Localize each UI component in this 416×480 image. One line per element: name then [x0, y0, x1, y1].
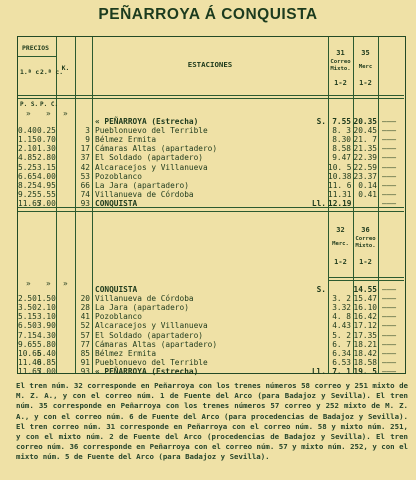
train-time-1: 7.55: [332, 117, 351, 126]
train-time-2: 14.55: [353, 285, 377, 294]
train-time-1: 3.32: [332, 303, 351, 313]
price-second-class: 0.70: [37, 135, 56, 145]
train-32-number: 32: [336, 226, 345, 234]
train-time-2: 0.41: [358, 189, 377, 199]
station-name: La Jara (apartadero): [95, 303, 189, 313]
station-name: Alcaracejos y Villanueva: [95, 162, 208, 172]
station-name: « PEÑARROYA (Estrecha): [95, 117, 199, 126]
price-first-class: 2.50: [18, 294, 37, 304]
price-second-class: 3.15: [37, 162, 56, 172]
station-name: Pozoblanco: [95, 312, 142, 322]
train-35-number: 35: [361, 49, 370, 57]
ditto-mark: »: [26, 109, 31, 118]
price-first-class: 9.65: [18, 339, 37, 349]
empty-cell-dash: ———: [382, 171, 397, 181]
km-value: 52: [80, 321, 90, 331]
train-31-type: Correo Mixto.: [330, 59, 351, 72]
ditto-mark: »: [63, 109, 68, 118]
precios-header: PRECIOS: [22, 44, 49, 52]
train-time-2: 21.35: [353, 144, 377, 154]
station-code: Ll.: [311, 198, 326, 208]
price-first-class: 6.65: [18, 171, 37, 181]
col-divider: [56, 37, 57, 373]
train-time-2: 22.39: [353, 153, 377, 163]
train-time-2: 15.47: [353, 294, 377, 304]
train-time-1: 6.53: [332, 357, 351, 367]
empty-cell-dash: ———: [382, 198, 397, 208]
train-time-2: 18.21: [353, 339, 377, 349]
train-35-type: Merc: [358, 64, 373, 70]
price-first-class: 11.65: [18, 366, 42, 376]
empty-cell-dash: ———: [382, 330, 397, 340]
train-31-class: 1-2: [334, 79, 347, 87]
station-code: S.: [316, 117, 326, 126]
clase2-header: 2.ª c.: [40, 68, 64, 76]
train-time-2: 20.45: [353, 126, 377, 136]
estaciones-header: ESTACIONES: [187, 60, 233, 69]
station-name: Villanueva de Córdoba: [95, 189, 194, 199]
empty-cell-dash: ———: [382, 357, 397, 367]
station-name: CONQUISTA: [95, 285, 138, 294]
price-first-class: 11.65: [18, 198, 42, 208]
km-value: 91: [80, 357, 90, 367]
empty-cell-dash: ———: [382, 303, 397, 313]
price-first-class: 6.50: [18, 321, 37, 331]
station-name: Bélmez Ermita: [95, 135, 157, 145]
train-time-1: 7. 1: [332, 366, 351, 376]
km-value: 3: [85, 126, 90, 136]
price-second-class: 6.85: [37, 357, 56, 367]
train-35-class: 1-2: [359, 79, 372, 87]
train-time-1: 11. 6: [328, 180, 352, 190]
km-value: 53: [80, 171, 90, 181]
train-time-1: 5. 2: [332, 330, 351, 340]
train-time-1: 6. 7: [332, 339, 351, 349]
km-value: 57: [80, 330, 90, 340]
station-name: Alcaracejos y Villanueva: [95, 321, 208, 331]
km-value: 93: [80, 366, 90, 376]
train-time-1: 8.58: [332, 144, 351, 154]
station-name: El Soldado (apartadero): [95, 153, 203, 163]
price-second-class: 6.40: [37, 348, 56, 358]
train-time-2: 0.14: [358, 180, 377, 190]
price-second-class: 1.50: [37, 294, 56, 304]
price-first-class: 10.65: [18, 348, 42, 358]
empty-cell-dash: ———: [382, 144, 397, 154]
col-divider: [378, 37, 379, 373]
train-time-1: 12.19: [328, 198, 352, 208]
price-first-class: 5.25: [18, 162, 37, 172]
train-time-2: 16.42: [353, 312, 377, 322]
price-first-class: 9.25: [18, 189, 37, 199]
train-time-2: 16.10: [353, 303, 377, 313]
ditto-mark: »: [26, 279, 31, 288]
train-time-1: 10. 5: [328, 162, 352, 172]
header-rule-double: [18, 98, 404, 99]
bottom-header-rule: [328, 277, 404, 278]
station-name: La Jara (apartadero): [95, 180, 189, 190]
station-name: Bélmez Ermita: [95, 348, 157, 358]
connection-notes: El tren núm. 32 corresponde en Peñarroya con los trenes números 58 correo y 251 mixto de M. Z. A., y con el correo núm. 1 de Fuente del Arco (para Badajoz y Sevilla). El tren núm. 35 corresponde en Peñarroya con los trenes números 57 correo y 252 mixto de M. Z. A., y con el correo núm. 6 de Fuente del Arco (para procedencias de Badajoz y Sevilla). El tren correo núm. 31 corresponde en Peñarroya con el correo núm. 58 y mixto núm. 251, y con el mixto núm. 2 de Fuente del Arco (procedencias de Badajoz y Sevilla). El tren correo núm. 36 corresponde en Peñarroya con el correo núm. 57 y mixto núm. 252, y con el mixto núm. 5 de Fuente del Arco (para Badajoz y Sevilla).: [16, 381, 408, 462]
train-time-2: 18.58: [353, 357, 377, 367]
price-second-class: 4.30: [37, 330, 56, 340]
ditto-mark: »: [46, 109, 51, 118]
price-second-class: 5.55: [37, 189, 56, 199]
station-code: Ll.: [311, 366, 326, 376]
empty-cell-dash: ———: [382, 189, 397, 199]
empty-cell-dash: ———: [382, 153, 397, 163]
km-value: 20: [80, 294, 90, 304]
price-first-class: 3.50: [18, 303, 37, 313]
train-36-number: 36: [361, 226, 370, 234]
km-value: 37: [80, 153, 90, 163]
price-first-class: 2.10: [18, 144, 37, 154]
train-time-2: 17.12: [353, 321, 377, 331]
km-value: 85: [80, 348, 90, 358]
empty-cell-dash: ———: [382, 339, 397, 349]
km-header: K.: [61, 64, 70, 72]
price-second-class: 0.25: [37, 126, 56, 136]
km-value: 17: [80, 144, 90, 154]
train-time-1: 10.38: [328, 171, 352, 181]
price-first-class: 8.25: [18, 180, 37, 190]
col-divider: [92, 37, 93, 373]
train-time-2: 20.35: [353, 117, 377, 126]
train-time-2: 19. 5: [353, 366, 377, 376]
train-time-1: 9.47: [332, 153, 351, 163]
timetable-frame: [17, 36, 406, 374]
km-value: 41: [80, 312, 90, 322]
train-time-1: 4.43: [332, 321, 351, 331]
station-name: Pueblonuevo del Terrible: [95, 357, 208, 367]
price-first-class: 7.15: [18, 330, 37, 340]
price-second-class: 4.95: [37, 180, 56, 190]
km-value: 74: [80, 189, 90, 199]
train-36-class: 1-2: [359, 258, 372, 266]
km-value: 66: [80, 180, 90, 190]
price-second-class: 1.30: [37, 144, 56, 154]
price-second-class: 4.00: [37, 171, 56, 181]
station-name: El Soldado (apartadero): [95, 330, 203, 340]
empty-cell-dash: ———: [382, 321, 397, 331]
clase1-header: 1.ª c.: [20, 68, 44, 76]
price-first-class: 0.40: [18, 126, 37, 136]
station-name: Cámaras Altas (apartadero): [95, 339, 218, 349]
price-second-class: 2.80: [37, 153, 56, 163]
km-value: 28: [80, 303, 90, 313]
train-32-class: 1-2: [334, 258, 347, 266]
empty-cell-dash: ———: [382, 135, 397, 145]
price-first-class: 5.15: [18, 312, 37, 322]
station-name: Villanueva de Córdoba: [95, 294, 194, 304]
train-time-2: 17.35: [353, 330, 377, 340]
train-31-number: 31: [336, 49, 345, 57]
train-time-1: 6.34: [332, 348, 351, 358]
empty-cell-dash: ———: [382, 366, 397, 376]
precios-rule: [18, 56, 56, 57]
pts-label: P. S.: [20, 101, 39, 108]
price-first-class: 1.15: [18, 135, 37, 145]
empty-cell-dash: ———: [382, 348, 397, 358]
ditto-mark: »: [46, 279, 51, 288]
empty-cell-dash: ———: [382, 294, 397, 304]
price-second-class: 5.80: [37, 339, 56, 349]
empty-cell-dash: ———: [382, 180, 397, 190]
train-time-1: 11.31: [328, 189, 352, 199]
empty-cell-dash: ———: [382, 126, 397, 136]
station-name: Pozoblanco: [95, 171, 142, 181]
train-time-2: 21. 7: [353, 135, 377, 145]
train-time-1: 4. 8: [332, 312, 351, 322]
empty-cell-dash: ———: [382, 117, 397, 126]
header-rule: [18, 95, 404, 96]
km-value: 9: [85, 135, 90, 145]
ditto-mark: »: [63, 279, 68, 288]
pc-label: P. C.: [40, 101, 59, 108]
price-second-class: 3.90: [37, 321, 56, 331]
km-value: 77: [80, 339, 90, 349]
station-name: Cámaras Altas (apartadero): [95, 144, 218, 154]
empty-cell-dash: ———: [382, 162, 397, 172]
station-name: « PEÑARROYA (Estrecha): [95, 366, 199, 376]
km-value: 93: [80, 198, 90, 208]
price-first-class: 4.85: [18, 153, 37, 163]
station-code: S.: [316, 285, 326, 294]
price-second-class: 7.00: [37, 366, 56, 376]
train-time-2: 18.42: [353, 348, 377, 358]
price-second-class: 7.00: [37, 198, 56, 208]
empty-cell-dash: ———: [382, 312, 397, 322]
section-rule: [18, 211, 404, 212]
train-time-2: 23.37: [353, 171, 377, 181]
station-name: CONQUISTA: [95, 198, 138, 208]
empty-cell-dash: ———: [382, 285, 397, 294]
train-32-type: Merc.: [332, 241, 349, 247]
page-title: PEÑARROYA Á CONQUISTA: [98, 6, 318, 23]
price-second-class: 3.10: [37, 312, 56, 322]
train-time-1: 3. 2: [332, 294, 351, 304]
km-value: 42: [80, 162, 90, 172]
station-name: Pueblonuevo del Terrible: [95, 126, 208, 136]
train-time-1: 8.30: [332, 135, 351, 145]
train-time-2: 22.59: [353, 162, 377, 172]
price-first-class: 11.40: [18, 357, 42, 367]
train-36-type: Correo Mixto.: [355, 236, 376, 249]
price-second-class: 2.10: [37, 303, 56, 313]
train-time-1: 8. 3: [332, 126, 351, 136]
